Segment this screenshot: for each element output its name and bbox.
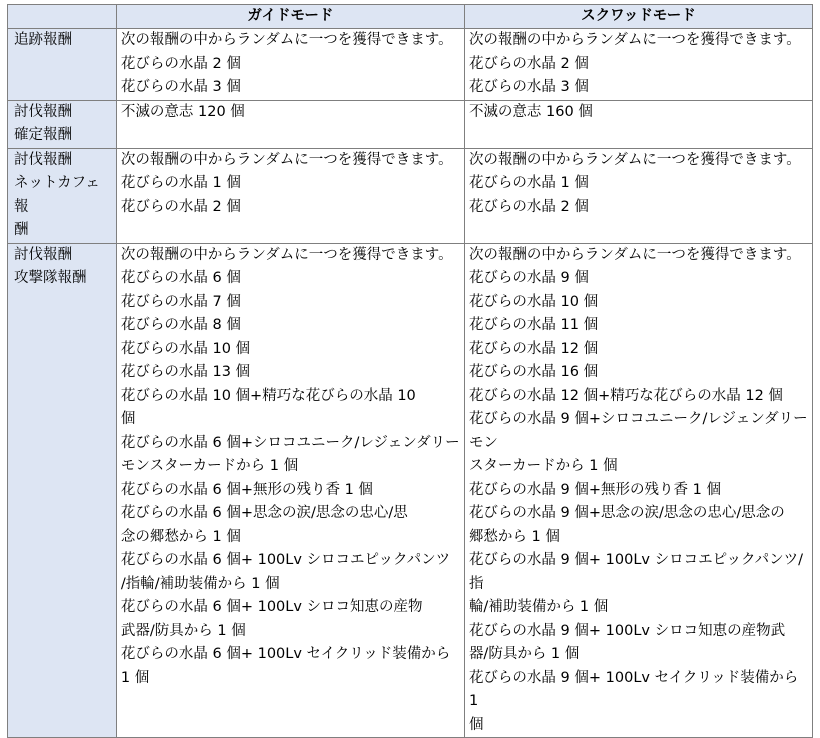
- reward-line: 次の報酬の中からランダムに一つを獲得できます。: [468, 151, 801, 168]
- reward-line: 花びらの水晶 9 個+シロコユニーク/レジェンダリーモン: [468, 411, 808, 451]
- table-row: [8, 100, 813, 148]
- row-label-line: 確定報酬: [14, 127, 72, 143]
- reward-line: 花びらの水晶 2 個: [468, 198, 589, 215]
- reward-line: 花びらの水晶 6 個: [120, 270, 241, 286]
- squad-mode-cell: [464, 100, 812, 148]
- reward-line: 花びらの水晶 2 個: [120, 55, 241, 72]
- squad-mode-cell: [464, 148, 812, 243]
- reward-line: 念の郷愁から 1 個: [120, 528, 241, 545]
- header-squad-mode: スクワッドモード: [464, 5, 812, 29]
- table-body: [8, 29, 813, 738]
- reward-table: [7, 4, 813, 738]
- reward-line: 次の報酬の中からランダムに一つを獲得できます。: [120, 246, 453, 263]
- reward-line: 花びらの水晶 1 個: [120, 175, 241, 191]
- reward-line: 花びらの水晶 11 個: [468, 317, 599, 333]
- reward-line: /指輪/補助装備から 1 個: [120, 575, 280, 592]
- reward-line: 郷愁から 1 個: [468, 528, 560, 545]
- reward-line: 次の報酬の中からランダムに一つを獲得できます。: [120, 32, 453, 48]
- reward-line: 花びらの水晶 6 個+無形の残り香 1 個: [120, 481, 373, 498]
- reward-line: 花びらの水晶 3 個: [120, 79, 241, 95]
- header-row: [8, 5, 813, 29]
- guide-mode-cell: [116, 243, 464, 738]
- reward-line: 花びらの水晶 6 個+ 100Lv シロコエピックパンツ: [120, 552, 451, 568]
- reward-line: 輪/補助装備から 1 個: [468, 599, 609, 615]
- reward-line: 花びらの水晶 9 個: [468, 270, 589, 286]
- guide-mode-cell: [116, 148, 464, 243]
- reward-line: 花びらの水晶 3 個: [468, 79, 589, 95]
- row-label-cell: [8, 243, 117, 738]
- row-label-line: 討伐報酬: [14, 151, 72, 168]
- reward-line: 花びらの水晶 9 個+ 100Lv シロコ知恵の産物武: [468, 622, 786, 639]
- table-row: [8, 29, 813, 101]
- reward-line: 花びらの水晶 6 個+ 100Lv セイクリッド装備から: [120, 646, 451, 662]
- reward-line: 花びらの水晶 12 個+精巧な花びらの水晶 12 個: [468, 387, 783, 404]
- reward-line: 花びらの水晶 6 個+ 100Lv シロコ知恵の産物: [120, 599, 423, 615]
- reward-line: 1 個: [120, 669, 150, 686]
- reward-line: 花びらの水晶 9 個+思念の涙/思念の忠心/思念の: [468, 505, 785, 521]
- reward-line: 次の報酬の中からランダムに一つを獲得できます。: [468, 246, 801, 263]
- row-label-line: 討伐報酬: [14, 103, 72, 120]
- reward-line: 花びらの水晶 12 個: [468, 340, 599, 357]
- guide-mode-cell: [116, 100, 464, 148]
- reward-line: 個: [468, 716, 484, 733]
- table-row: [8, 148, 813, 243]
- row-label-line: 討伐報酬: [14, 246, 72, 263]
- reward-line: 花びらの水晶 9 個+無形の残り香 1 個: [468, 481, 721, 498]
- reward-line: 個: [120, 411, 136, 427]
- row-label-cell: [8, 100, 117, 148]
- reward-line: 次の報酬の中からランダムに一つを獲得できます。: [120, 151, 453, 168]
- reward-line: 武器/防具から 1 個: [120, 622, 246, 639]
- guide-mode-cell: [116, 29, 464, 101]
- reward-line: 不滅の意志 120 個: [120, 103, 245, 120]
- row-label-line: 攻撃隊報酬: [14, 270, 87, 286]
- reward-line: 器/防具から 1 個: [468, 646, 580, 662]
- reward-line: 花びらの水晶 7 個: [120, 293, 241, 310]
- reward-line: 花びらの水晶 10 個+精巧な花びらの水晶 10: [120, 387, 416, 404]
- reward-line: 花びらの水晶 1 個: [468, 175, 589, 191]
- reward-line: 花びらの水晶 6 個+思念の涙/思念の忠心/思: [120, 505, 408, 521]
- table-row: [8, 243, 813, 738]
- row-label-line: 追跡報酬: [14, 32, 72, 48]
- header-corner-cell: [8, 5, 117, 29]
- squad-mode-cell: [464, 243, 812, 738]
- reward-line: 花びらの水晶 9 個+ 100Lv シロコエピックパンツ/指: [468, 552, 804, 592]
- reward-line: モンスターカードから 1 個: [120, 458, 299, 474]
- reward-line: 花びらの水晶 10 個: [120, 340, 251, 357]
- row-label-line: ネットカフェ報: [14, 175, 100, 215]
- reward-line: 次の報酬の中からランダムに一つを獲得できます。: [468, 32, 801, 48]
- reward-line: 花びらの水晶 16 個: [468, 364, 599, 380]
- reward-line: 花びらの水晶 2 個: [468, 55, 589, 72]
- row-label-cell: [8, 148, 117, 243]
- row-label-line: 酬: [14, 222, 29, 238]
- header-guide-mode: ガイドモード: [116, 5, 464, 29]
- reward-line: スターカードから 1 個: [468, 458, 618, 474]
- reward-line: 花びらの水晶 10 個: [468, 293, 599, 310]
- reward-line: 花びらの水晶 2 個: [120, 198, 241, 215]
- reward-line: 花びらの水晶 6 個+シロコユニーク/レジェンダリー: [120, 434, 460, 451]
- row-label-cell: [8, 29, 117, 101]
- reward-line: 不滅の意志 160 個: [468, 103, 593, 120]
- reward-line: 花びらの水晶 9 個+ 100Lv セイクリッド装備から 1: [468, 669, 799, 709]
- reward-line: 花びらの水晶 8 個: [120, 317, 241, 333]
- squad-mode-cell: [464, 29, 812, 101]
- reward-line: 花びらの水晶 13 個: [120, 364, 251, 380]
